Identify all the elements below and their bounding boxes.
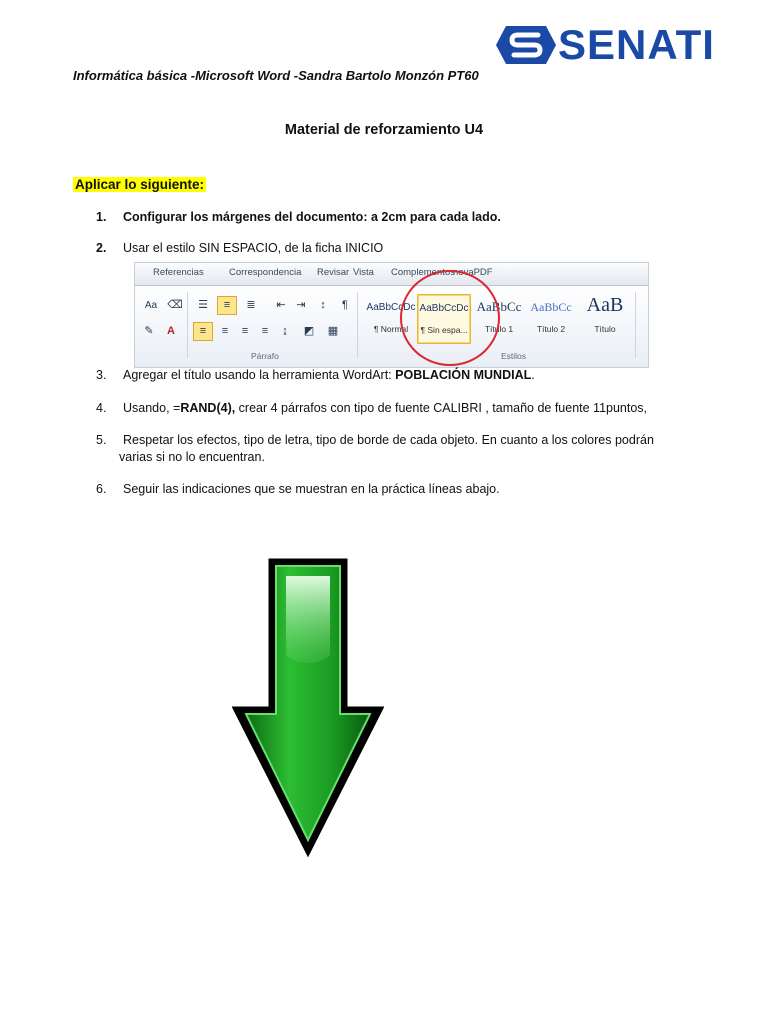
list-item-number: 6. [96, 482, 107, 496]
sort-icon: ↕ [320, 299, 326, 311]
ribbon-separator [357, 292, 358, 358]
decrease-indent-icon: ⇤ [276, 299, 286, 311]
list-item-text-line2: varias si no lo encuentran. [119, 450, 265, 464]
header-line: Informática básica -Microsoft Word -Sandra Bartolo Monzón PT60 [73, 68, 479, 83]
ribbon-separator [187, 292, 188, 358]
list-item-bold-text: POBLACIÓN MUNDIAL [395, 368, 532, 382]
style-name: Título 1 [484, 324, 514, 334]
down-arrow-icon [232, 558, 384, 858]
ribbon-tab: Vista [353, 267, 374, 278]
ribbon-tab: Complementos [391, 267, 455, 278]
list-item-number: 5. [96, 433, 107, 447]
list-item-text: Respetar los efectos, tipo de letra, tipo de borde de cada objeto. En cuanto a los colores podrán [123, 433, 654, 447]
style-name: ¶ Normal [373, 324, 409, 334]
ribbon-tab: Referencias [153, 267, 204, 278]
senati-logo [496, 21, 752, 68]
list-item-number: 1. [96, 210, 107, 224]
list-item-text: Usar el estilo SIN ESPACIO, de la ficha INICIO [123, 241, 384, 255]
style-title [579, 294, 631, 342]
clear-format-icon: ⌫ [167, 299, 183, 311]
highlight-circle [400, 270, 500, 366]
senati-logo-text: SENATI [558, 21, 715, 68]
style-heading-2 [525, 294, 577, 342]
list-item-text: Usando, = [123, 401, 181, 415]
list-item-text-end: crear 4 párrafos con tipo de fuente CALIBRI , tamaño de fuente 11puntos, [235, 401, 648, 415]
multilevel-list-icon: ≣ [246, 299, 256, 311]
senati-emblem-icon [496, 24, 556, 66]
borders-icon: ▦ [327, 325, 339, 337]
style-sample: AaB [586, 294, 624, 316]
group-label-paragraph: Párrafo [251, 351, 279, 361]
ribbon-tab: novaPDF [453, 267, 493, 278]
style-sample: AaBbCcDc [366, 302, 416, 313]
bullets-icon: ☰ [198, 299, 208, 311]
style-name: ¶ Sin espa... [420, 325, 468, 335]
list-item-number: 3. [96, 368, 107, 382]
align-right-icon: ≡ [241, 325, 249, 337]
group-label-styles: Estilos [501, 351, 527, 361]
justify-icon: ≡ [261, 325, 269, 337]
list-item-text: Seguir las indicaciones que se muestran en la práctica líneas abajo. [123, 482, 500, 496]
shading-icon: ◩ [303, 325, 315, 337]
font-color-icon: A [167, 325, 175, 337]
ribbon-separator [635, 292, 636, 358]
change-case-button: Aa [144, 300, 158, 311]
ribbon-tab: Revisar [317, 267, 350, 278]
ribbon-tab-bar [135, 263, 648, 286]
style-name: Título 2 [536, 324, 566, 334]
list-item-number: 2. [96, 241, 107, 255]
ribbon-tab: Correspondencia [229, 267, 302, 278]
highlight-icon: ✎ [144, 325, 154, 337]
list-item-text: Agregar el título usando la herramienta WordArt: [123, 368, 396, 382]
style-sample: AaBbCc [476, 299, 522, 314]
list-item-text: Configurar los márgenes del documento: a 2cm para cada lado. [123, 210, 501, 224]
list-item-bold-text: RAND(4), [180, 401, 236, 415]
highlighted-instruction-label: Aplicar lo siguiente: [75, 177, 205, 192]
align-center-icon: ≡ [221, 325, 229, 337]
list-item-number: 4. [96, 401, 107, 415]
ribbon-body [135, 286, 648, 367]
numbering-icon: ≡ [217, 296, 237, 315]
style-sample: AaBbCcDc [419, 303, 469, 314]
page-title: Material de reforzamiento U4 [284, 122, 484, 138]
word-ribbon-image [134, 262, 649, 368]
pilcrow-icon: ¶ [342, 299, 348, 311]
style-name: Título [594, 324, 616, 334]
align-left-icon: ≡ [193, 322, 213, 341]
line-spacing-icon: ↨ [282, 325, 288, 337]
increase-indent-icon: ⇥ [296, 299, 306, 311]
style-sample: AaBbCc [530, 300, 572, 314]
list-item-text-end: . [531, 368, 535, 382]
